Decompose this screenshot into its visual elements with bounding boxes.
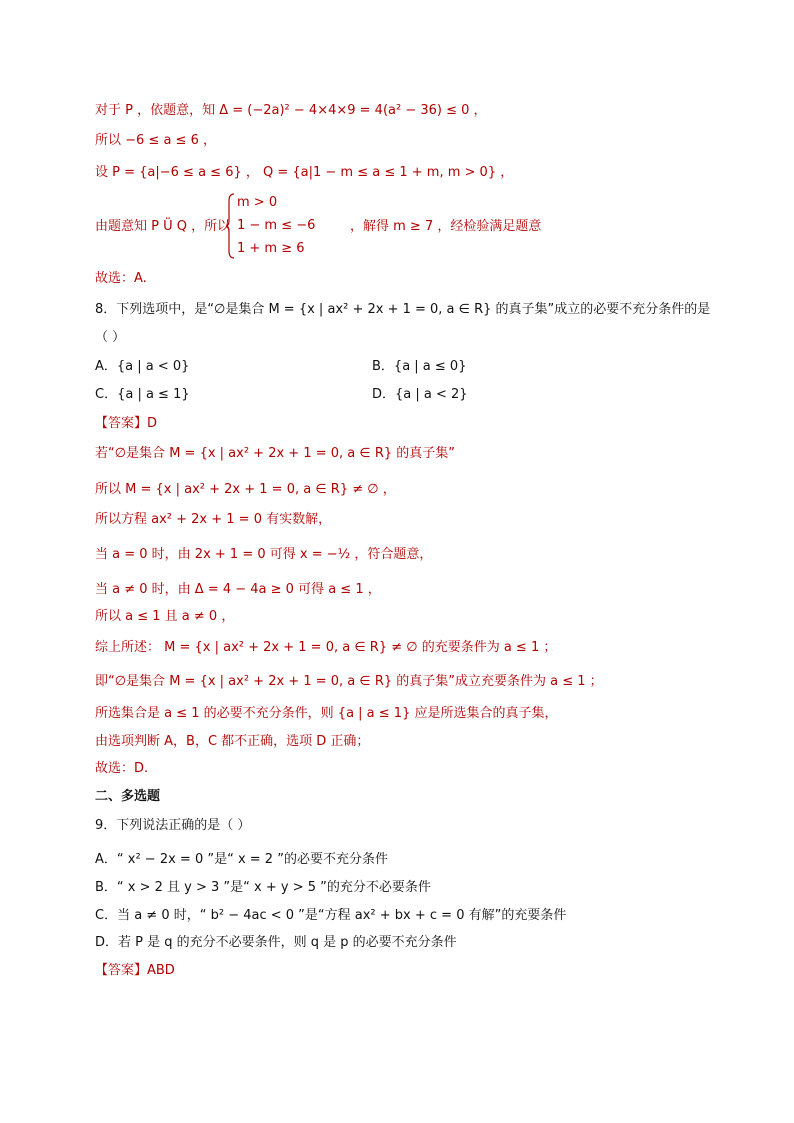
question-9-option-a: A．“ x² − 2x = 0 ”是“ x = 2 ”的必要不充分条件	[95, 852, 388, 867]
left-brace-icon	[225, 193, 235, 259]
solution-8-line-6: 所以 a ≤ 1 且 a ≠ 0 ，	[95, 609, 235, 624]
inequality-system	[225, 193, 345, 259]
question-8-stem: 8．下列选项中，是“∅是集合 M = {x | ax² + 2x + 1 = 0, a ∈ R} 的真子集”成立的必要不充分条件的是	[95, 302, 711, 317]
solution-8-line-11: 故选：D.	[95, 761, 149, 776]
solution-8-line-9: 所选集合是 a ≤ 1 的必要不充分条件，则 {a | a ≤ 1} 应是所选集合的真子集，	[95, 706, 558, 721]
answer-choice-line-1: 故选：A.	[95, 271, 147, 286]
question-9-answer: 【答案】ABD	[95, 963, 175, 978]
case-3: 1 + m ≥ 6	[237, 241, 305, 256]
solution-line-conclusion: ，解得 m ≥ 7 ，经检验满足题意	[350, 219, 542, 234]
case-2: 1 − m ≤ −6	[237, 218, 316, 233]
section-heading-multiple-choice: 二、多选题	[95, 789, 161, 804]
question-8-option-b: B．{a | a ≤ 0}	[372, 359, 467, 374]
solution-8-line-4: 当 a = 0 时，由 2x + 1 = 0 可得 x = −½ ，符合题意，	[95, 547, 433, 562]
solution-8-line-5: 当 a ≠ 0 时，由 Δ = 4 − 4a ≥ 0 可得 a ≤ 1 ，	[95, 582, 381, 597]
solution-line-subset: 由题意知 P Ü Q ，所以	[95, 219, 231, 234]
solution-line-range-a: 所以 −6 ≤ a ≤ 6 ，	[95, 133, 216, 148]
question-9-stem: 9．下列说法正确的是（ ）	[95, 818, 251, 833]
solution-line-p-discriminant: 对于 P ，依题意，知 Δ = (−2a)² − 4×4×9 = 4(a² − 36) ≤ 0 ，	[95, 103, 487, 118]
solution-8-line-10: 由选项判断 A，B，C 都不正确，选项 D 正确；	[95, 734, 370, 749]
question-9-option-c: C．当 a ≠ 0 时，“ b² − 4ac < 0 ”是“方程 ax² + bx + c = 0 有解”的充要条件	[95, 908, 567, 923]
solution-8-line-1: 若“∅是集合 M = {x | ax² + 2x + 1 = 0, a ∈ R} 的真子集”	[95, 446, 456, 461]
question-8-option-c: C．{a | a ≤ 1}	[95, 387, 190, 402]
question-9-option-d: D．若 P 是 q 的充分不必要条件，则 q 是 p 的必要不充分条件	[95, 935, 457, 950]
solution-8-line-2: 所以 M = {x | ax² + 2x + 1 = 0, a ∈ R} ≠ ∅ ，	[95, 482, 396, 497]
question-8-option-d: D．{a | a < 2}	[372, 387, 468, 402]
case-1: m > 0	[237, 195, 278, 210]
solution-8-line-8: 即“∅是集合 M = {x | ax² + 2x + 1 = 0, a ∈ R} 的真子集”成立充要条件为 a ≤ 1 ；	[95, 674, 603, 689]
solution-8-line-3: 所以方程 ax² + 2x + 1 = 0 有实数解，	[95, 512, 332, 527]
solution-8-line-7: 综上所述： M = {x | ax² + 2x + 1 = 0, a ∈ R} ≠ ∅ 的充要条件为 a ≤ 1 ；	[95, 640, 557, 655]
question-8-paren: （ ）	[95, 330, 126, 345]
question-9-option-b: B．“ x > 2 且 y > 3 ”是“ x + y > 5 ”的充分不必要条件	[95, 880, 431, 895]
question-8-option-a: A．{a | a < 0}	[95, 359, 190, 374]
question-8-answer: 【答案】D	[95, 416, 158, 431]
solution-line-set-definitions: 设 P = {a|−6 ≤ a ≤ 6} ， Q = {a|1 − m ≤ a ≤ 1 + m, m > 0} ，	[95, 165, 514, 180]
